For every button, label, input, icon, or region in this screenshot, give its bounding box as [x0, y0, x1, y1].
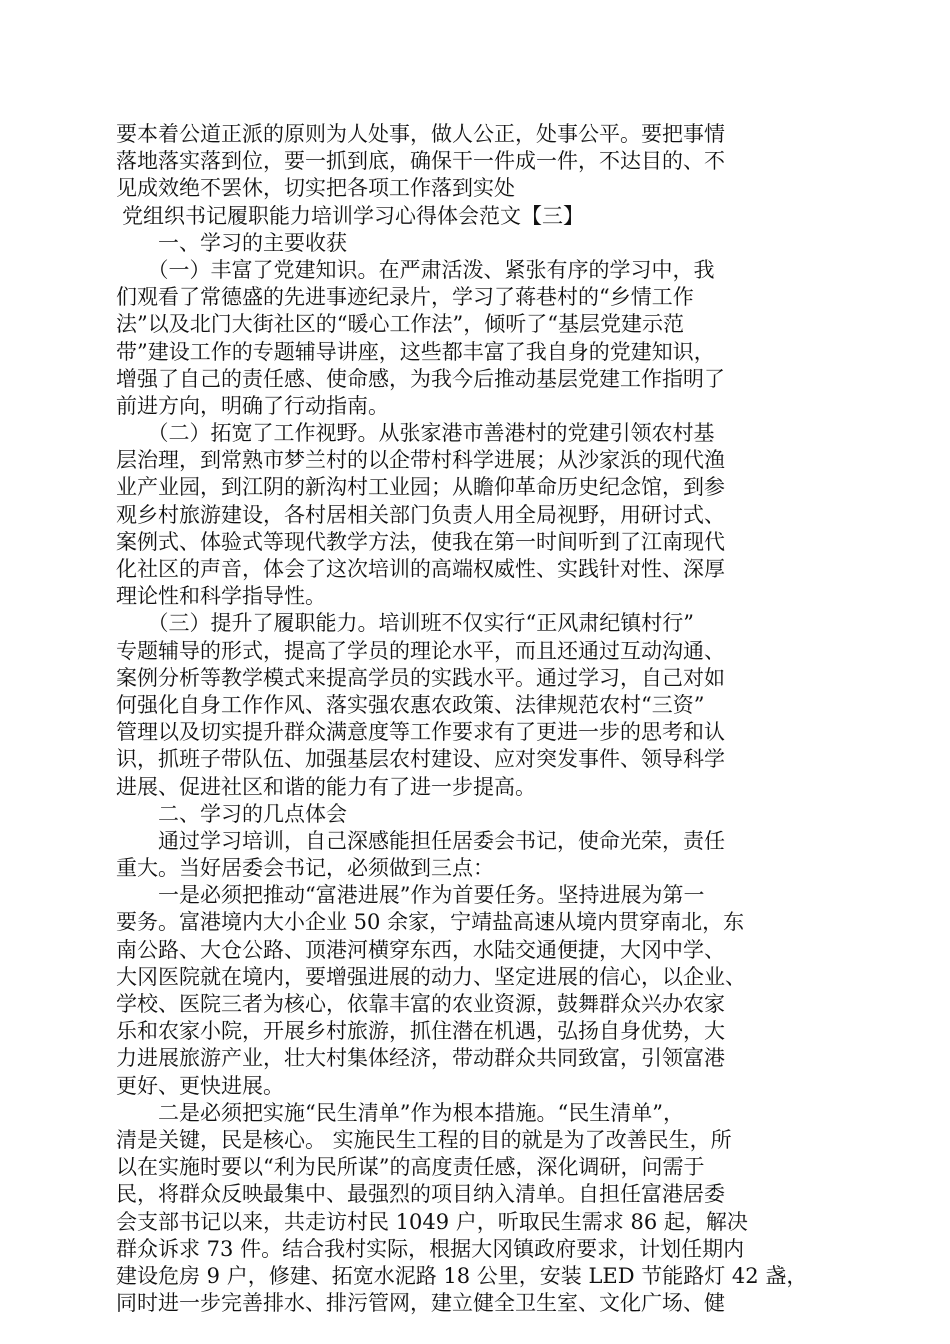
text-line: 层治理，到常熟市梦兰村的以企带村科学进展；从沙家浜的现代渔 — [116, 448, 725, 473]
text-line: 理论性和科学指导性。 — [116, 584, 326, 609]
text-line: 专题辅导的形式，提高了学员的理论水平，而且还通过互动沟通、 — [116, 638, 725, 663]
text-line: 要本着公道正派的原则为人处事，做人公正，处事公平。要把事情 — [116, 122, 725, 146]
text-line: 群众诉求 73 件。结合我村实际，根据大冈镇政府要求，计划任期内 — [116, 1236, 745, 1261]
text-line: 会支部书记以来，共走访村民 1049 户，听取民生需求 86 起，解决 — [116, 1209, 748, 1234]
section-title: 党组织书记履职能力培训学习心得体会范文【三】 — [122, 203, 584, 228]
text-line: 观乡村旅游建设，各村居相关部门负责人用全局视野，用研讨式、 — [116, 502, 725, 527]
text-line: 重大。当好居委会书记，必须做到三点： — [116, 856, 494, 881]
document-body — [116, 121, 832, 1317]
heading-line: 一、学习的主要收获 — [116, 230, 347, 255]
text-line: 前进方向，明确了行动指南。 — [116, 393, 389, 418]
text-line: 案例分析等教学模式来提高学员的实践水平。通过学习，自己对如 — [116, 665, 725, 690]
text-line: 案例式、体验式等现代教学方法，使我在第一时间听到了江南现代 — [116, 529, 725, 554]
text-line: 化社区的声音，体会了这次培训的高端权威性、实践针对性、深厚 — [116, 557, 725, 581]
text-line: 一是必须把推动“富港进展”作为首要任务。坚持进展为第一 — [116, 883, 705, 908]
text-line: 法”以及北门大街社区的“暖心工作法”，倾听了“基层党建示范 — [116, 312, 684, 337]
text-line: 带”建设工作的专题辅导讲座，这些都丰富了我自身的党建知识， — [116, 339, 715, 364]
text-line: 见成效绝不罢休，切实把各项工作落到实处 — [116, 176, 515, 201]
text-line: 清是关键，民是核心。 实施民生工程的目的就是为了改善民生，所 — [116, 1127, 732, 1152]
text-line: 二是必须把实施“民生清单”作为根本措施。“民生清单”， — [116, 1100, 684, 1125]
text-line: 大冈医院就在境内，要增强进展的动力、坚定进展的信心，以企业、 — [116, 964, 746, 989]
text-line: 落地落实落到位，要一抓到底，确保干一件成一件，不达目的、不 — [116, 149, 725, 174]
text-line: 同时进一步完善排水、排污管网，建立健全卫生室、文化广场、健 — [116, 1291, 725, 1316]
text-line: 建设危房 9 户，修建、拓宽水泥路 18 公里，安装 LED 节能路灯 42 盏， — [116, 1263, 808, 1288]
text-line: 力进展旅游产业，壮大村集体经济，带动群众共同致富，引领富港 — [116, 1046, 725, 1071]
text-line: 乐和农家小院，开展乡村旅游，抓住潜在机遇，弘扬自身优势，大 — [116, 1019, 725, 1044]
text-line: 民，将群众反映最集中、最强烈的项目纳入清单。自担任富港居委 — [116, 1182, 725, 1207]
text-line: （三）提升了履职能力。培训班不仅实行“正风肃纪镇村行” — [116, 611, 694, 636]
text-line: 进展、促进社区和谐的能力有了进一步提高。 — [116, 774, 536, 799]
text-line: 以在实施时要以“利为民所谋”的高度责任感，深化调研，问需于 — [116, 1155, 705, 1180]
text-line: 业产业园，到江阴的新沟村工业园；从瞻仰革命历史纪念馆，到参 — [116, 475, 725, 500]
text-line: 南公路、大仓公路、顶港河横穿东西，水陆交通便捷，大冈中学、 — [116, 937, 725, 962]
text-line: 要务。富港境内大小企业 50 余家，宁靖盐高速从境内贯穿南北，东 — [116, 910, 745, 935]
text-line: （一）丰富了党建知识。在严肃活泼、紧张有序的学习中，我 — [116, 257, 715, 282]
heading-line: 二、学习的几点体会 — [116, 801, 347, 826]
text-line: 更好、更快进展。 — [116, 1073, 284, 1098]
text-line: 识，抓班子带队伍、加强基层农村建设、应对突发事件、领导科学 — [116, 747, 725, 772]
text-line: 管理以及切实提升群众满意度等工作要求有了更进一步的思考和认 — [116, 720, 725, 745]
text-line: 们观看了常德盛的先进事迹纪录片，学习了蒋巷村的“乡情工作 — [116, 285, 694, 310]
text-line: 增强了自己的责任感、使命感，为我今后推动基层党建工作指明了 — [116, 366, 725, 391]
text-line: 通过学习培训，自己深感能担任居委会书记，使命光荣，责任 — [116, 828, 725, 853]
text-line: （二）拓宽了工作视野。从张家港市善港村的党建引领农村基 — [116, 421, 715, 446]
text-line: 何强化自身工作作风、落实强农惠农政策、法律规范农村“三资” — [116, 692, 705, 717]
text-line: 学校、医院三者为核心，依靠丰富的农业资源，鼓舞群众兴办农家 — [116, 992, 725, 1016]
